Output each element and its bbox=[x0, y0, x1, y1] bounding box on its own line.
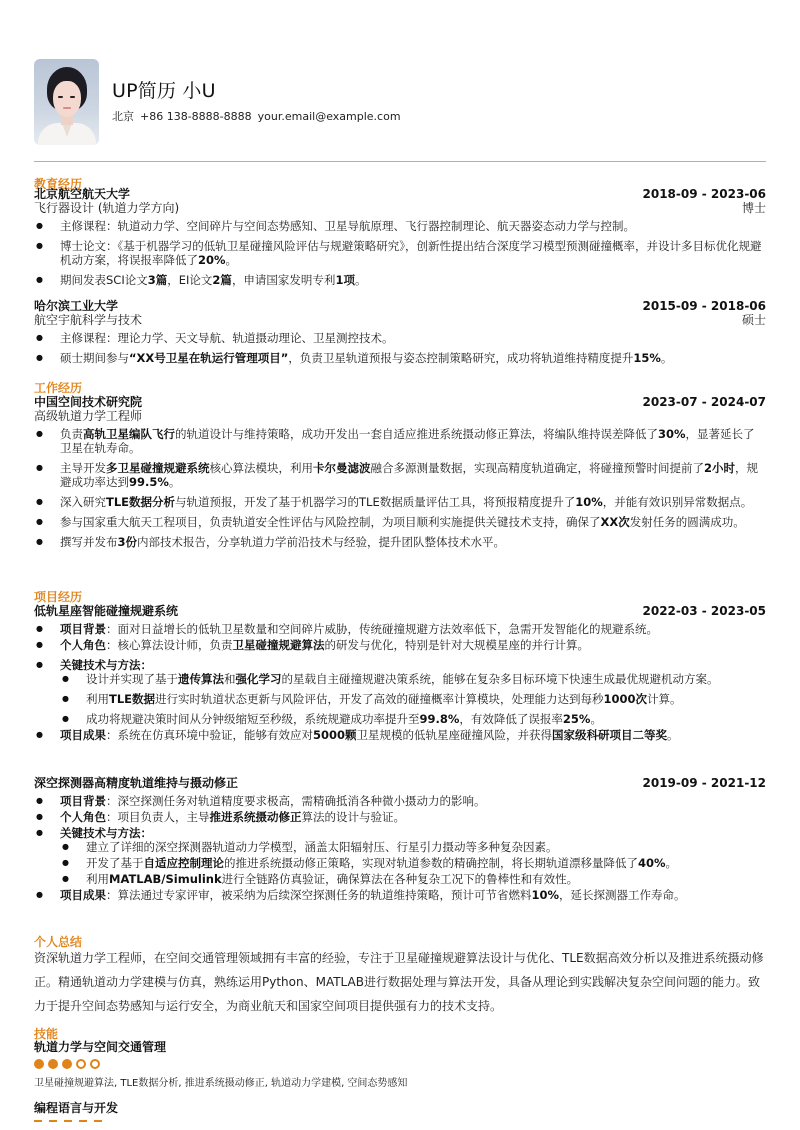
sub-bullets bbox=[60, 672, 766, 726]
edu-school: 哈尔滨工业大学 bbox=[34, 299, 119, 313]
edu-major: 飞行器设计 (轨道力学方向) bbox=[34, 201, 180, 215]
rating-dot-empty bbox=[90, 1059, 100, 1069]
list-item: ● 博士论文：《基于机器学习的低轨卫星碰撞风险评估与规避策略研究》，创新性提出结合深度学习模型预测碰撞概率，并设计多目标优化规避机动方案，将误报率降低了20%。 bbox=[34, 239, 766, 267]
list-item: ● 参与国家重大航天工程项目，负责轨道安全性评估与风险控制，为项目顺利实施提供关键技术支持，确保了XX次发射任务的圆满成功。 bbox=[34, 515, 766, 529]
sub-list-item: ● 开发了基于自适应控制理论的推进系统摄动修正策略，实现对轨道参数的精确控制，将长期轨道漂移量降低了40%。 bbox=[60, 856, 766, 870]
skill-rating bbox=[34, 1059, 100, 1069]
list-item: ● 项目背景：深空探测任务对轨道精度要求极高，需精确抵消各种微小摄动力的影响。 bbox=[34, 794, 766, 808]
phone: +86 138-8888-8888 bbox=[140, 110, 252, 123]
section-title-projects: 项目经历 bbox=[34, 590, 83, 604]
edu-bullets bbox=[34, 331, 766, 371]
edu-date: 2015-09 - 2018-06 bbox=[642, 299, 766, 313]
profile-photo bbox=[34, 59, 99, 145]
skill-keywords: 卫星碰撞规避算法, TLE数据分析, 推进系统摄动修正, 轨道动力学建模, 空间态势感知 bbox=[34, 1078, 408, 1089]
edu-bullets bbox=[34, 219, 766, 293]
list-item: ● 个人角色：项目负责人，主导推进系统摄动修正算法的设计与验证。 bbox=[34, 810, 766, 824]
skill-name: 编程语言与开发 bbox=[34, 1101, 119, 1115]
sub-bullets bbox=[60, 840, 766, 886]
work-company: 中国空间技术研究院 bbox=[34, 395, 143, 409]
list-item: ● 撰写并发布3份内部技术报告，分享轨道力学前沿技术与经验，提升团队整体技术水平。 bbox=[34, 535, 766, 549]
list-item: ● 项目背景：面对日益增长的低轨卫星数量和空间碎片威胁，传统碰撞规避方法效率低下，急需开发智能化的规避系统。 bbox=[34, 622, 766, 636]
project-date: 2019-09 - 2021-12 bbox=[642, 776, 766, 790]
section-title-skills: 技能 bbox=[34, 1027, 59, 1041]
rating-dot-filled bbox=[34, 1059, 44, 1069]
rating-dot-filled bbox=[94, 1120, 102, 1122]
work-position: 高级轨道力学工程师 bbox=[34, 409, 143, 423]
email[interactable]: your.email@example.com bbox=[257, 110, 401, 123]
list-item: ● 主修课程：理论力学、天文导航、轨道摄动理论、卫星测控技术。 bbox=[34, 331, 766, 345]
sub-list-item: ● 设计并实现了基于遗传算法和强化学习的星载自主碰撞规避决策系统，能够在复杂多目标环境下快速生成最优规避机动方案。 bbox=[60, 672, 766, 686]
list-item: ● 负责高轨卫星编队飞行的轨道设计与维持策略，成功开发出一套自适应推进系统摄动修正算法，将编队维持误差降低了30%，显著延长了卫星在轨寿命。 bbox=[34, 427, 766, 455]
summary-text: 资深轨道力学工程师，在空间交通管理领域拥有丰富的经验，专注于卫星碰撞规避算法设计与优化、TLE数据高效分析以及推进系统摄动修正。精通轨道动力学建模与仿真，熟练运用Python、MATLAB进行数据处理与算法开发，具备从理论到实践解决复杂空间问题的能力。致力于提升空间态势感知与运行安全，为商业航天和国家空间项目提供强有力的技术支持。 bbox=[34, 951, 764, 1013]
sub-list-item: ● 利用MATLAB/Simulink进行全链路仿真验证，确保算法在各种复杂工况下的鲁棒性和有效性。 bbox=[60, 872, 766, 886]
project-date: 2022-03 - 2023-05 bbox=[642, 604, 766, 618]
project-name: 深空探测器高精度轨道维持与摄动修正 bbox=[34, 776, 239, 790]
list-item: ● 深入研究TLE数据分析与轨道预报，开发了基于机器学习的TLE数据质量评估工具，将预报精度提升了10%，并能有效识别异常数据点。 bbox=[34, 495, 766, 509]
list-item: ● 主修课程：轨道动力学、空间碎片与空间态势感知、卫星导航原理、飞行器控制理论、航天器姿态动力学与控制。 bbox=[34, 219, 766, 233]
rating-dot-filled bbox=[62, 1059, 72, 1069]
city: 北京 bbox=[112, 110, 134, 123]
section-title-education: 教育经历 bbox=[34, 177, 83, 191]
edu-school: 北京航空航天大学 bbox=[34, 187, 131, 201]
sub-list-item: ● 利用TLE数据进行实时轨道状态更新与风险评估，开发了高效的碰撞概率计算模块，处理能力达到每秒1000次计算。 bbox=[60, 692, 766, 706]
rating-dot-filled bbox=[79, 1120, 87, 1122]
list-item: ● 关键技术与方法： ● 设计并实现了基于遗传算法和强化学习的星载自主碰撞规避决策系统，能够在复杂多目标环境下快速生成最优规避机动方案。 ● 利用TLE数据进行实时轨道状态更新与风险评估，开发了高效的碰撞概率计算模块，处理能力达到每秒1000次计算。 ● 成功将规避决策时间从分钟级缩短至秒级，系统规避成功率提升至99.8%，有效降低了误报率25%。 bbox=[34, 658, 766, 726]
skill-name: 轨道力学与空间交通管理 bbox=[34, 1040, 167, 1054]
work-bullets bbox=[34, 427, 766, 555]
section-title-summary: 个人总结 bbox=[34, 935, 83, 949]
edu-major: 航空宇航科学与技术 bbox=[34, 313, 143, 327]
rating-dot-filled bbox=[34, 1120, 42, 1122]
skill-rating bbox=[34, 1120, 102, 1122]
edu-degree: 博士 bbox=[741, 201, 766, 215]
sub-list-item: ● 建立了详细的深空探测器轨道动力学模型，涵盖太阳辐射压、行星引力摄动等多种复杂因素。 bbox=[60, 840, 766, 854]
list-item: ● 项目成果：系统在仿真环境中验证，能够有效应对5000颗卫星规模的低轨星座碰撞风险，并获得国家级科研项目二等奖。 bbox=[34, 728, 766, 742]
list-item: ● 项目成果：算法通过专家评审，被采纳为后续深空探测任务的轨道维持策略，预计可节省燃料10%，延长探测器工作寿命。 bbox=[34, 888, 766, 902]
rating-dot-empty bbox=[76, 1059, 86, 1069]
sub-list-item: ● 成功将规避决策时间从分钟级缩短至秒级，系统规避成功率提升至99.8%，有效降低了误报率25%。 bbox=[60, 712, 766, 726]
resume-header bbox=[34, 59, 401, 145]
header-divider bbox=[34, 161, 766, 162]
project-bullets bbox=[34, 794, 766, 908]
rating-dot-filled bbox=[49, 1120, 57, 1122]
project-name: 低轨星座智能碰撞规避系统 bbox=[34, 604, 179, 618]
header-info bbox=[112, 59, 401, 124]
edu-date: 2018-09 - 2023-06 bbox=[642, 187, 766, 201]
section-title-work: 工作经历 bbox=[34, 381, 83, 395]
candidate-name: UP简历 小U bbox=[112, 80, 216, 102]
list-item: ● 期间发表SCI论文3篇，EI论文2篇，申请国家发明专利1项。 bbox=[34, 273, 766, 287]
rating-dot-filled bbox=[64, 1120, 72, 1122]
contact-line bbox=[112, 110, 401, 124]
list-item: ● 关键技术与方法： ● 建立了详细的深空探测器轨道动力学模型，涵盖太阳辐射压、行星引力摄动等多种复杂因素。 ● 开发了基于自适应控制理论的推进系统摄动修正策略，实现对轨道参数的精确控制，将长期轨道漂移量降低了40%。 ● 利用MATLAB/Simulink进行全链路仿真验证，确保算法在各种复杂工况下的鲁棒性和有效性。 bbox=[34, 826, 766, 886]
list-item: ● 个人角色：核心算法设计师，负责卫星碰撞规避算法的研发与优化，特别是针对大规模星座的并行计算。 bbox=[34, 638, 766, 652]
edu-degree: 硕士 bbox=[741, 313, 766, 327]
rating-dot-filled bbox=[48, 1059, 58, 1069]
project-bullets bbox=[34, 622, 766, 748]
work-date: 2023-07 - 2024-07 bbox=[642, 395, 766, 409]
list-item: ● 硕士期间参与“XX号卫星在轨运行管理项目”，负责卫星轨道预报与姿态控制策略研究，成功将轨道维持精度提升15%。 bbox=[34, 351, 766, 365]
list-item: ● 主导开发多卫星碰撞规避系统核心算法模块，利用卡尔曼滤波融合多源测量数据，实现高精度轨道确定，将碰撞预警时间提前了2小时，规避成功率达到99.5%。 bbox=[34, 461, 766, 489]
